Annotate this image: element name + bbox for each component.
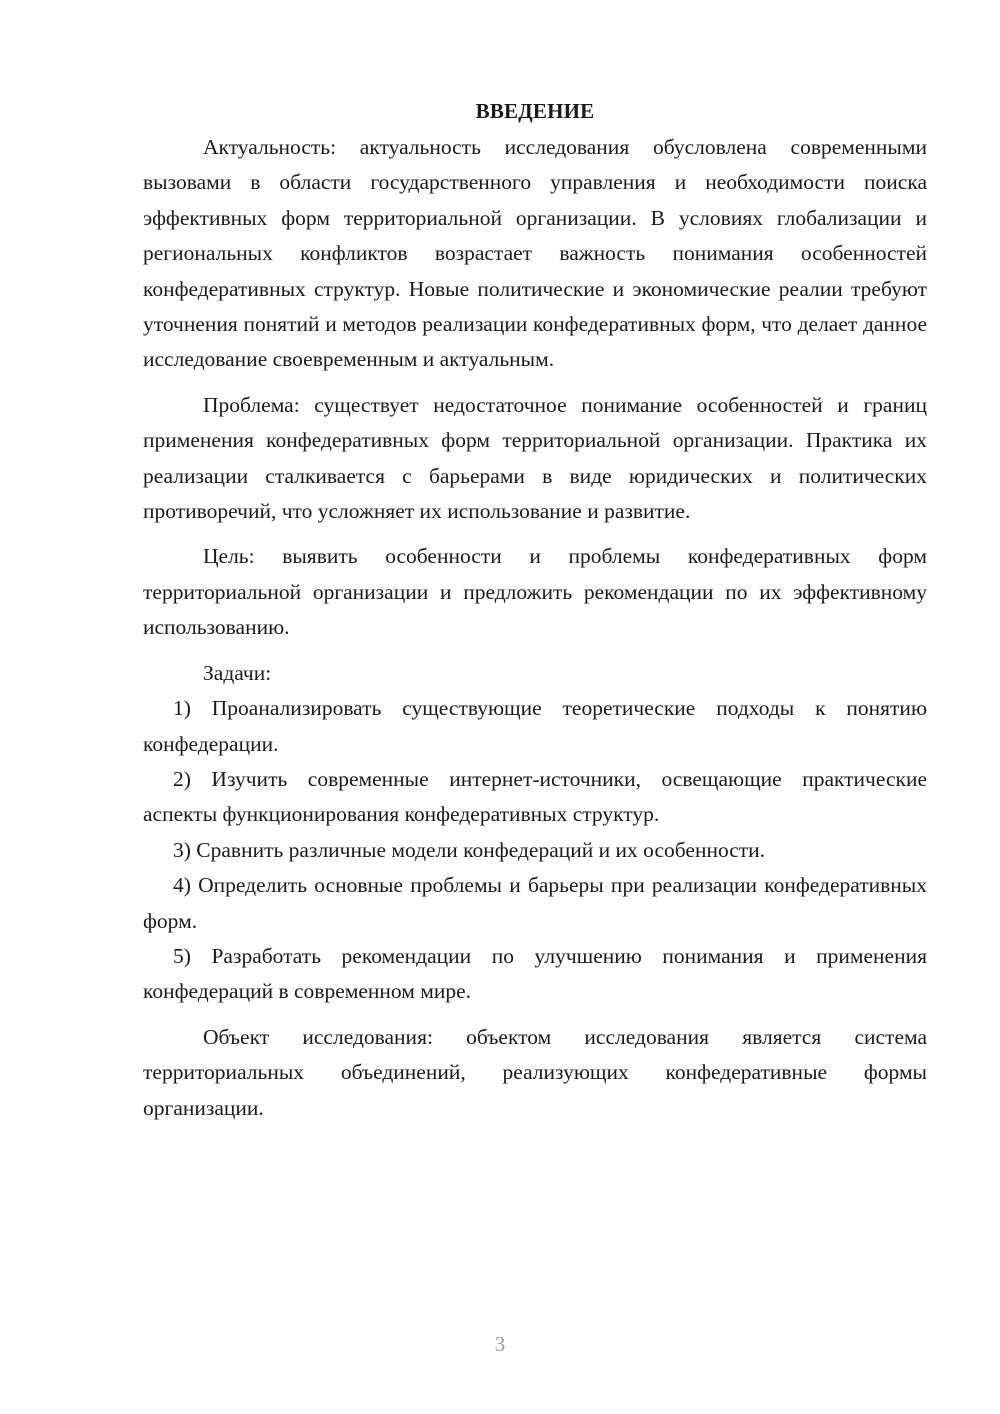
task-item-4: 4) Определить основные проблемы и барьеры при реализации конфедеративных форм. <box>143 873 927 933</box>
task-item-1: 1) Проанализировать существующие теоретические подходы к понятию конфедерации. <box>143 696 927 756</box>
task-item-3: 3) Сравнить различные модели конфедераций и их особенности. <box>173 837 766 862</box>
section-heading: ВВЕДЕНИЕ <box>475 99 595 123</box>
goal-paragraph: Цель: выявить особенности и проблемы конфедеративных форм территориальной организации и предложить рекомендации по их эффективному использованию. <box>143 544 927 640</box>
problem-paragraph: Проблема: существует недостаточное понимание особенностей и границ применения конфедеративных форм территориальной организации. Практика их реализации сталкивается с барьерами в виде юридических и политических противоречий, что усложняет их использование и развитие. <box>143 392 927 524</box>
tasks-label: Задачи: <box>203 660 272 685</box>
relevance-paragraph: Актуальность: актуальность исследования обусловлена современными вызовами в области государственного управления и необходимости поиска эффективных форм территориальной организации. В условиях глобализации и региональных конфликтов возрастает важность понимания особенностей конфедеративных структур. Новые политические и экономические реалии требуют уточнения понятий и методов реализации конфедеративных форм, что делает данное исследование своевременным и актуальным. <box>143 135 927 372</box>
page-number: 3 <box>494 1332 506 1356</box>
page-content <box>143 96 927 1126</box>
task-item-2: 2) Изучить современные интернет-источники, освещающие практические аспекты функционирования конфедеративных структур. <box>143 766 927 827</box>
task-item-5: 5) Разработать рекомендации по улучшению понимания и применения конфедераций в современном мире. <box>143 943 927 1004</box>
object-paragraph: Объект исследования: объектом исследования является система территориальных объединений, реализующих конфедеративные формы организации. <box>143 1024 927 1120</box>
